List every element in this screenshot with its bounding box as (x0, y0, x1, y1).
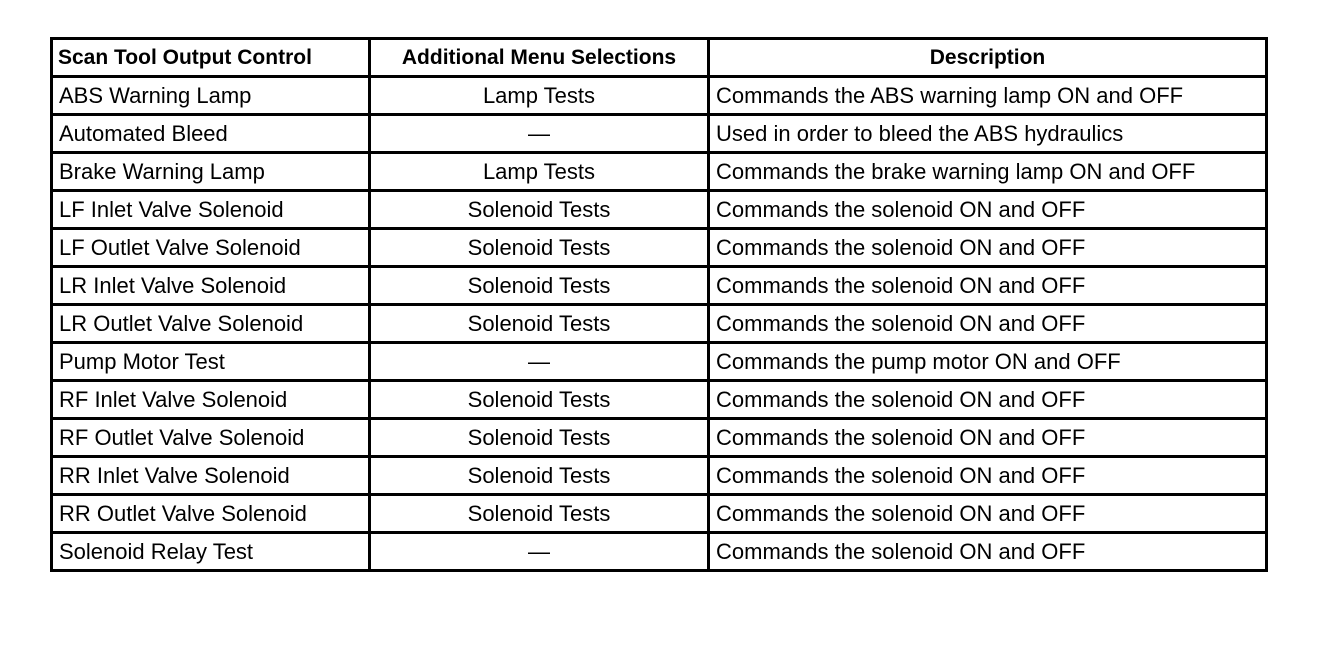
table-row (52, 495, 1267, 533)
column-header-output-control: Scan Tool Output Control (52, 39, 370, 77)
description-cell: Used in order to bleed the ABS hydraulics (709, 115, 1267, 153)
output-control-cell: LF Inlet Valve Solenoid (52, 191, 370, 229)
table-row (52, 533, 1267, 571)
description-cell: Commands the solenoid ON and OFF (709, 495, 1267, 533)
menu-selection-cell: Solenoid Tests (370, 267, 709, 305)
menu-selection-cell: — (370, 115, 709, 153)
table-row (52, 305, 1267, 343)
menu-selection-cell: Lamp Tests (370, 153, 709, 191)
output-control-cell: RR Inlet Valve Solenoid (52, 457, 370, 495)
menu-selection-cell: — (370, 343, 709, 381)
output-control-cell: RR Outlet Valve Solenoid (52, 495, 370, 533)
menu-selection-cell: Solenoid Tests (370, 495, 709, 533)
table-header (52, 39, 1267, 77)
menu-selection-cell: Solenoid Tests (370, 191, 709, 229)
table-row (52, 419, 1267, 457)
description-cell: Commands the solenoid ON and OFF (709, 419, 1267, 457)
table-row (52, 153, 1267, 191)
output-control-cell: RF Inlet Valve Solenoid (52, 381, 370, 419)
description-cell: Commands the solenoid ON and OFF (709, 381, 1267, 419)
table-row (52, 229, 1267, 267)
description-cell: Commands the solenoid ON and OFF (709, 229, 1267, 267)
table-row (52, 343, 1267, 381)
output-control-cell: LR Inlet Valve Solenoid (52, 267, 370, 305)
menu-selection-cell: Lamp Tests (370, 77, 709, 115)
output-control-cell: Brake Warning Lamp (52, 153, 370, 191)
column-header-description: Description (709, 39, 1267, 77)
menu-selection-cell: Solenoid Tests (370, 419, 709, 457)
description-cell: Commands the solenoid ON and OFF (709, 305, 1267, 343)
menu-selection-cell: Solenoid Tests (370, 305, 709, 343)
table-row (52, 267, 1267, 305)
output-control-cell: LR Outlet Valve Solenoid (52, 305, 370, 343)
menu-selection-cell: Solenoid Tests (370, 229, 709, 267)
column-header-menu-selections: Additional Menu Selections (370, 39, 709, 77)
output-control-table (50, 37, 1268, 572)
output-control-cell: Solenoid Relay Test (52, 533, 370, 571)
output-control-cell: LF Outlet Valve Solenoid (52, 229, 370, 267)
output-control-cell: Pump Motor Test (52, 343, 370, 381)
menu-selection-cell: Solenoid Tests (370, 457, 709, 495)
description-cell: Commands the solenoid ON and OFF (709, 191, 1267, 229)
table-row (52, 191, 1267, 229)
description-cell: Commands the ABS warning lamp ON and OFF (709, 77, 1267, 115)
output-control-cell: ABS Warning Lamp (52, 77, 370, 115)
output-control-cell: RF Outlet Valve Solenoid (52, 419, 370, 457)
menu-selection-cell: Solenoid Tests (370, 381, 709, 419)
description-cell: Commands the solenoid ON and OFF (709, 267, 1267, 305)
description-cell: Commands the solenoid ON and OFF (709, 457, 1267, 495)
description-cell: Commands the solenoid ON and OFF (709, 533, 1267, 571)
description-cell: Commands the pump motor ON and OFF (709, 343, 1267, 381)
description-cell: Commands the brake warning lamp ON and OFF (709, 153, 1267, 191)
output-control-cell: Automated Bleed (52, 115, 370, 153)
table-row (52, 77, 1267, 115)
table-row (52, 457, 1267, 495)
table-row (52, 115, 1267, 153)
table-body (52, 77, 1267, 571)
table-row (52, 381, 1267, 419)
table-header-row (52, 39, 1267, 77)
menu-selection-cell: — (370, 533, 709, 571)
output-control-table-container (50, 37, 1265, 572)
